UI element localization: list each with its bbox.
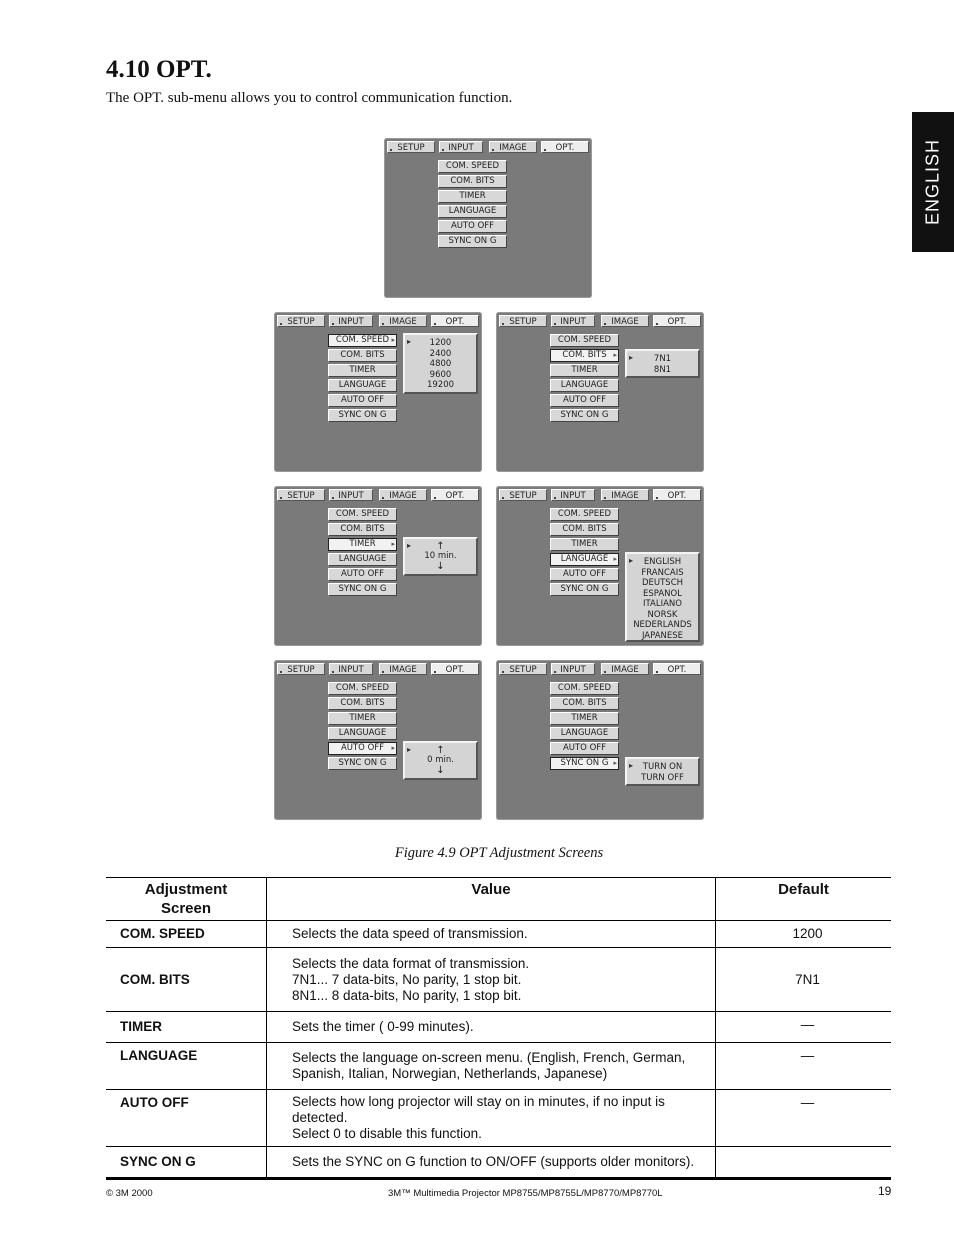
menu-auto-off[interactable]: AUTO OFF xyxy=(550,742,619,755)
value-line: Selects the data format of transmission. xyxy=(292,955,530,971)
menu-sync-on-g[interactable]: SYNC ON G xyxy=(550,409,619,422)
sync-option[interactable]: TURN ON xyxy=(642,762,683,772)
menu-timer[interactable]: TIMER xyxy=(438,190,507,203)
header-adjustment-screen xyxy=(106,878,267,921)
auto-off-popup[interactable] xyxy=(403,741,478,780)
row-default: — xyxy=(716,1090,892,1147)
bits-popup[interactable] xyxy=(625,349,700,378)
sync-option[interactable]: TURN OFF xyxy=(641,772,684,783)
osd-screen-auto-off xyxy=(274,660,482,820)
language-option[interactable]: NORSK xyxy=(647,609,678,620)
tab-opt[interactable]: OPT. xyxy=(653,315,701,327)
pointer-icon: ▸ xyxy=(407,541,412,550)
language-option[interactable]: JAPANESE xyxy=(641,630,684,641)
value-line: Selects the language on-screen menu. (English, French, German, xyxy=(292,1050,686,1065)
page-title: 4.10 OPT. xyxy=(106,56,212,83)
osd-tabbar xyxy=(499,489,701,502)
tab-opt[interactable]: OPT. xyxy=(541,141,589,153)
tab-setup[interactable]: SETUP xyxy=(499,489,547,501)
row-name: AUTO OFF xyxy=(106,1090,267,1147)
bits-option[interactable]: 7N1 xyxy=(653,354,672,364)
osd-screen-sync-on-g xyxy=(496,660,704,820)
menu-language[interactable]: LANGUAGE xyxy=(550,727,619,740)
language-option[interactable]: ESPANOL xyxy=(643,588,682,599)
menu-language[interactable]: LANGUAGE xyxy=(328,553,397,566)
tab-setup[interactable]: SETUP xyxy=(499,663,547,675)
osd-screen-timer xyxy=(274,486,482,646)
tab-input[interactable]: INPUT xyxy=(329,315,373,327)
menu-com-bits[interactable]: COM. BITS xyxy=(328,523,397,536)
speed-option[interactable]: 2400 xyxy=(429,348,452,359)
osd-tabbar xyxy=(499,663,701,676)
menu-sync-on-g[interactable]: SYNC ON G ▸ xyxy=(550,757,619,770)
menu-com-speed[interactable]: COM. SPEED xyxy=(438,160,507,173)
menu-com-speed[interactable]: COM. SPEED xyxy=(550,508,619,521)
table-row xyxy=(106,1090,891,1147)
tab-image[interactable]: IMAGE xyxy=(379,489,427,501)
row-default: 1200 xyxy=(716,921,892,948)
tab-image[interactable]: IMAGE xyxy=(601,663,649,675)
menu-language[interactable]: LANGUAGE xyxy=(328,379,397,392)
menu-sync-on-g[interactable]: SYNC ON G xyxy=(328,409,397,422)
row-default: — xyxy=(716,1012,892,1043)
menu-sync-on-g[interactable]: SYNC ON G xyxy=(328,757,397,770)
side-tab-label: ENGLISH xyxy=(922,138,943,226)
menu-auto-off[interactable]: AUTO OFF xyxy=(550,394,619,407)
osd-screen-language xyxy=(496,486,704,646)
footer-product: 3M™ Multimedia Projector MP8755/MP8755L/MP8770/MP8770L xyxy=(388,1188,663,1199)
menu-com-bits[interactable]: COM. BITS xyxy=(438,175,507,188)
row-name: SYNC ON G xyxy=(106,1147,267,1178)
up-arrow-icon[interactable]: ↑ xyxy=(436,745,445,756)
menu-timer[interactable]: TIMER xyxy=(550,364,619,377)
menu-com-bits[interactable]: COM. BITS ▸ xyxy=(550,349,619,362)
row-name: COM. BITS xyxy=(106,948,267,1012)
table-row xyxy=(106,1147,891,1178)
language-option[interactable]: DEUTSCH xyxy=(641,578,684,588)
tab-input[interactable]: INPUT xyxy=(329,489,373,501)
pointer-icon: ▸ xyxy=(629,556,634,565)
osd-tabbar xyxy=(499,315,701,328)
tab-setup[interactable]: SETUP xyxy=(277,315,325,327)
language-option[interactable]: FRANCAIS xyxy=(641,567,684,578)
value-line: Selects how long projector will stay on in minutes, if no input is detected. xyxy=(292,1094,665,1125)
menu-com-speed[interactable]: COM. SPEED xyxy=(328,508,397,521)
tab-image[interactable]: IMAGE xyxy=(379,315,427,327)
header-line: Adjustment xyxy=(144,881,228,898)
value-line: 8N1... 8 data-bits, No parity, 1 stop bit. xyxy=(292,987,522,1003)
menu-auto-off[interactable]: AUTO OFF xyxy=(438,220,507,233)
row-value xyxy=(267,1090,716,1147)
osd-tabbar xyxy=(277,489,479,502)
tab-input[interactable]: INPUT xyxy=(439,141,483,153)
row-default: — xyxy=(716,1043,892,1090)
row-value: Sets the SYNC on G function to ON/OFF (supports older monitors). xyxy=(267,1147,716,1178)
menu-auto-off[interactable]: AUTO OFF xyxy=(328,394,397,407)
language-option[interactable]: NEDERLANDS xyxy=(633,620,692,630)
sync-popup[interactable] xyxy=(625,757,700,786)
menu-auto-off[interactable]: AUTO OFF xyxy=(550,568,619,581)
tab-input[interactable]: INPUT xyxy=(551,315,595,327)
timer-popup[interactable] xyxy=(403,537,478,576)
auto-off-value: 0 min. xyxy=(427,755,454,765)
language-option[interactable]: ENGLISH xyxy=(643,557,682,567)
speed-option[interactable]: 4800 xyxy=(429,359,452,369)
menu-timer[interactable]: TIMER xyxy=(550,712,619,725)
menu-com-bits[interactable]: COM. BITS xyxy=(550,697,619,710)
menu-com-bits[interactable]: COM. BITS xyxy=(328,349,397,362)
tab-input[interactable]: INPUT xyxy=(551,663,595,675)
menu-com-speed[interactable]: COM. SPEED xyxy=(328,682,397,695)
osd-screen-com-bits xyxy=(496,312,704,472)
value-line: Spanish, Italian, Norwegian, Netherlands, Japanese) xyxy=(292,1066,608,1081)
row-default xyxy=(716,1147,892,1178)
language-option[interactable]: ITALIANO xyxy=(643,599,682,609)
table-row xyxy=(106,1012,891,1043)
speed-option[interactable]: 1200 xyxy=(429,338,452,348)
tab-image[interactable]: IMAGE xyxy=(601,489,649,501)
row-value: Selects the data speed of transmission. xyxy=(267,921,716,948)
pointer-icon: ▸ xyxy=(629,353,634,362)
tab-opt[interactable]: OPT. xyxy=(431,489,479,501)
language-side-tab xyxy=(912,112,954,252)
down-arrow-icon[interactable]: ↓ xyxy=(436,764,445,776)
osd-tabbar xyxy=(277,315,479,328)
menu-auto-off[interactable]: AUTO OFF xyxy=(328,568,397,581)
down-arrow-icon[interactable]: ↓ xyxy=(436,560,445,572)
menu-timer[interactable]: TIMER ▸ xyxy=(328,538,397,551)
table-row xyxy=(106,921,891,948)
page-number: 19 xyxy=(878,1184,892,1198)
footer-rule xyxy=(106,1178,891,1180)
menu-auto-off[interactable]: AUTO OFF ▸ xyxy=(328,742,397,755)
table-header-row xyxy=(106,878,891,921)
figure-caption: Figure 4.9 OPT Adjustment Screens xyxy=(394,845,604,861)
row-value xyxy=(267,1043,716,1090)
header-line: Screen xyxy=(160,900,212,917)
tab-input[interactable]: INPUT xyxy=(329,663,373,675)
menu-language[interactable]: LANGUAGE ▸ xyxy=(550,553,619,566)
osd-screen-com-speed xyxy=(274,312,482,472)
menu-timer[interactable]: TIMER xyxy=(328,364,397,377)
row-value xyxy=(267,948,716,1012)
tab-setup[interactable]: SETUP xyxy=(387,141,435,153)
osd-tabbar xyxy=(387,141,589,154)
tab-image[interactable]: IMAGE xyxy=(489,141,537,153)
menu-timer[interactable]: TIMER xyxy=(550,538,619,551)
osd-tabbar xyxy=(277,663,479,676)
speed-popup[interactable] xyxy=(403,333,478,394)
osd-screen-main xyxy=(384,138,592,298)
menu-timer[interactable]: TIMER xyxy=(328,712,397,725)
tab-opt[interactable]: OPT. xyxy=(653,489,701,501)
menu-sync-on-g[interactable]: SYNC ON G xyxy=(328,583,397,596)
tab-setup[interactable]: SETUP xyxy=(277,489,325,501)
bits-option[interactable]: 8N1 xyxy=(653,364,672,375)
row-default: 7N1 xyxy=(716,948,892,1012)
header-value: Value xyxy=(267,878,716,921)
up-arrow-icon[interactable]: ↑ xyxy=(436,541,445,552)
tab-input[interactable]: INPUT xyxy=(551,489,595,501)
menu-com-speed[interactable]: COM. SPEED xyxy=(550,682,619,695)
table-row xyxy=(106,948,891,1012)
menu-sync-on-g[interactable]: SYNC ON G xyxy=(438,235,507,248)
menu-language[interactable]: LANGUAGE xyxy=(328,727,397,740)
tab-setup[interactable]: SETUP xyxy=(499,315,547,327)
language-popup[interactable] xyxy=(625,552,700,642)
menu-language[interactable]: LANGUAGE xyxy=(438,205,507,218)
pointer-icon: ▸ xyxy=(407,337,412,346)
tab-opt[interactable]: OPT. xyxy=(431,315,479,327)
table-row xyxy=(106,1043,891,1090)
adjustment-table xyxy=(106,877,891,1178)
tab-opt[interactable]: OPT. xyxy=(431,663,479,675)
timer-value: 10 min. xyxy=(424,551,457,561)
row-value: Sets the timer ( 0-99 minutes). xyxy=(267,1012,716,1043)
speed-option[interactable]: 19200 xyxy=(426,380,455,390)
menu-language[interactable]: LANGUAGE xyxy=(550,379,619,392)
footer-copyright: © 3M 2000 xyxy=(106,1188,153,1199)
row-name: TIMER xyxy=(106,1012,267,1043)
row-name: LANGUAGE xyxy=(106,1043,267,1090)
speed-option[interactable]: 9600 xyxy=(429,369,452,380)
row-name: COM. SPEED xyxy=(106,921,267,948)
pointer-icon: ▸ xyxy=(407,745,412,754)
menu-com-speed[interactable]: COM. SPEED xyxy=(550,334,619,347)
value-line: Select 0 to disable this function. xyxy=(292,1126,482,1141)
tab-image[interactable]: IMAGE xyxy=(379,663,427,675)
menu-sync-on-g[interactable]: SYNC ON G xyxy=(550,583,619,596)
pointer-icon: ▸ xyxy=(629,761,634,770)
tab-opt[interactable]: OPT. xyxy=(653,663,701,675)
tab-image[interactable]: IMAGE xyxy=(601,315,649,327)
intro-text: The OPT. sub-menu allows you to control communication function. xyxy=(106,90,513,106)
value-line: 7N1... 7 data-bits, No parity, 1 stop bit. xyxy=(292,971,522,987)
menu-com-bits[interactable]: COM. BITS xyxy=(550,523,619,536)
menu-com-speed[interactable]: COM. SPEED ▸ xyxy=(328,334,397,347)
menu-com-bits[interactable]: COM. BITS xyxy=(328,697,397,710)
tab-setup[interactable]: SETUP xyxy=(277,663,325,675)
header-default: Default xyxy=(716,878,892,921)
